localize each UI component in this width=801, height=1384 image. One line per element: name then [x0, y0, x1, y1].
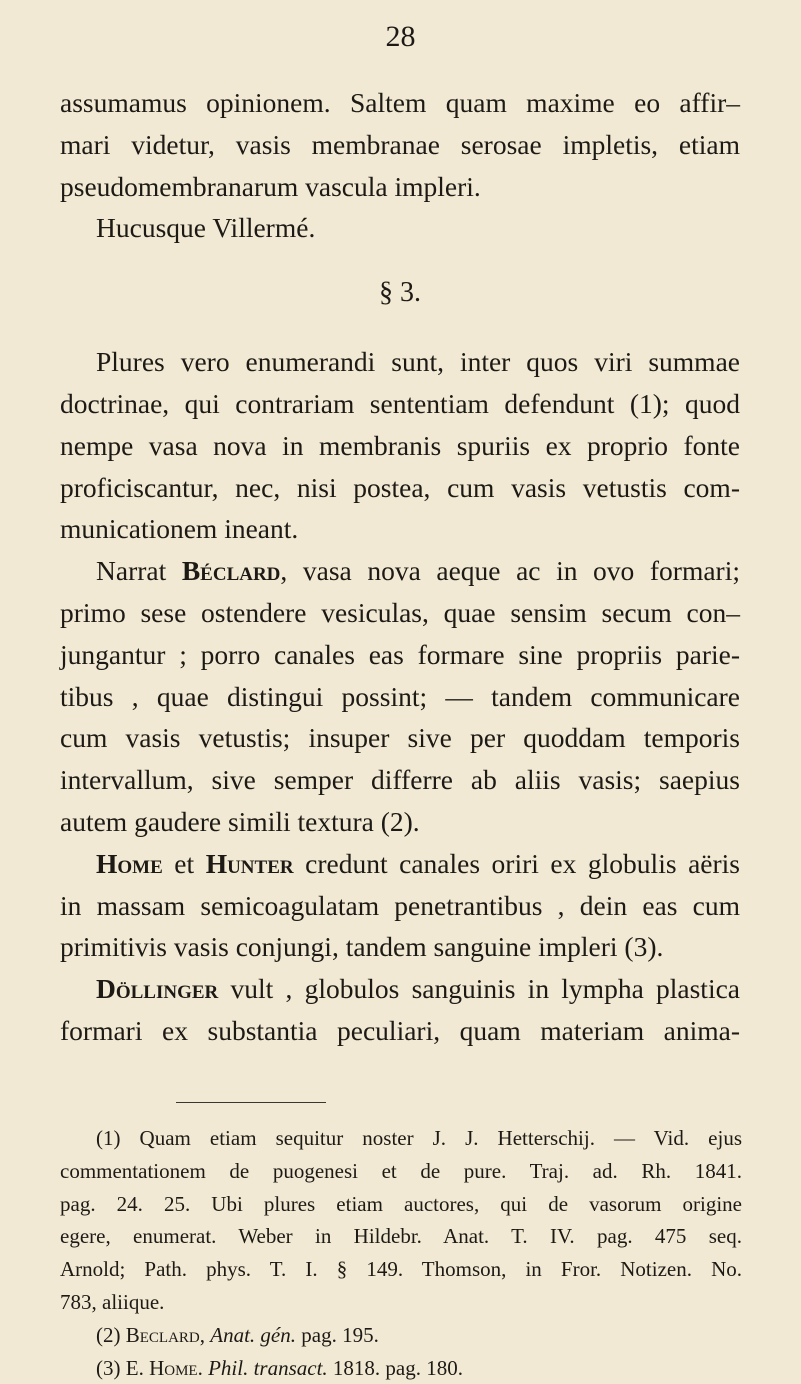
- footnote-marker: (2): [96, 1322, 121, 1347]
- word-narrat: Narrat: [96, 555, 167, 587]
- footnote-line: Arnold; Path. phys. T. I. § 149. Thomson, in Fror. Notizen. No.: [60, 1257, 742, 1282]
- footnote-line: egere, enumerat. Weber in Hildebr. Anat. T. IV. pag. 475 seq.: [60, 1224, 742, 1249]
- author-home: Home: [96, 847, 163, 879]
- footnote-title: Phil. transact.: [208, 1355, 328, 1380]
- word-et: et: [162, 847, 206, 879]
- text-line: pseudomembranarum vascula impleri.: [60, 170, 481, 202]
- footnote-author: Beclard: [125, 1322, 200, 1347]
- text-line: [60, 968, 740, 1010]
- footnotes: [60, 1122, 742, 1384]
- footnote-sep: .: [197, 1355, 209, 1380]
- text-line: autem gaudere simili textura (2).: [60, 805, 420, 837]
- footnote-2: [60, 1319, 742, 1352]
- main-text: [60, 82, 740, 1052]
- text-line: primitivis vasis conjungi, tandem sanguine impleri (3).: [60, 931, 664, 963]
- text-line: Hucusque Villermé.: [96, 212, 316, 244]
- text-line: nempe vasa nova in membranis spuriis ex proprio fonte: [60, 429, 740, 461]
- text-line: tibus , quae distingui possint; — tandem communicare: [60, 680, 740, 712]
- text-line: mari videtur, vasis membranae serosae impletis, etiam: [60, 128, 740, 160]
- footnote-rest: pag. 195.: [296, 1322, 379, 1347]
- footnote-line: commentationem de puogenesi et de pure. Traj. ad. Rh. 1841.: [60, 1158, 742, 1183]
- text-line: [60, 843, 740, 885]
- text-line: primo sese ostendere vesiculas, quae sensim secum con–: [60, 596, 740, 628]
- line-rest: , vasa nova aeque ac in ovo formari;: [280, 555, 740, 587]
- footnote-3: [60, 1352, 742, 1384]
- footnote-title: Anat. gén.: [210, 1322, 296, 1347]
- text-line: Plures vero enumerandi sunt, inter quos viri summae: [96, 346, 740, 378]
- line-rest: credunt canales oriri ex globulis aëris: [293, 847, 740, 879]
- author-dollinger: Döllinger: [96, 973, 219, 1005]
- footnote-author: Home: [149, 1355, 198, 1380]
- text-line: proficiscantur, nec, nisi postea, cum vasis vetustis com-: [60, 471, 740, 503]
- author-beclard: Béclard: [181, 555, 281, 587]
- line-rest: vult , globulos sanguinis in lympha plastica: [218, 973, 740, 1005]
- text-line: municationem ineant.: [60, 513, 299, 545]
- footnote-marker: (3) E.: [96, 1355, 144, 1380]
- text-line: formari ex substantia peculiari, quam materiam anima-: [60, 1014, 740, 1046]
- footnote-line: 783, aliique.: [60, 1289, 165, 1314]
- text-line: intervallum, sive semper differre ab aliis vasis; saepius: [60, 764, 740, 796]
- footnote-line: (1) Quam etiam sequitur noster J. J. Hetterschij. — Vid. ejus: [96, 1126, 742, 1150]
- text-line: in massam semicoagulatam penetrantibus , dein eas cum: [60, 889, 740, 921]
- text-line: [60, 550, 740, 592]
- text-line: cum vasis vetustis; insuper sive per quoddam temporis: [60, 722, 740, 754]
- section-heading: § 3.: [379, 277, 421, 309]
- footnote-line: pag. 24. 25. Ubi plures etiam auctores, qui de vasorum origine: [60, 1191, 742, 1216]
- page-number: 28: [385, 20, 416, 53]
- footnote-divider: [176, 1102, 326, 1103]
- text-line: jungantur ; porro canales eas formare sine propriis parie-: [60, 638, 740, 670]
- text-line: doctrinae, qui contrariam sententiam defendunt (1); quod: [60, 387, 740, 419]
- author-hunter: Hunter: [205, 847, 294, 879]
- text-line: assumamus opinionem. Saltem quam maxime eo affir–: [60, 87, 740, 118]
- footnote-sep: ,: [199, 1322, 211, 1347]
- footnote-rest: 1818. pag. 180.: [327, 1355, 463, 1380]
